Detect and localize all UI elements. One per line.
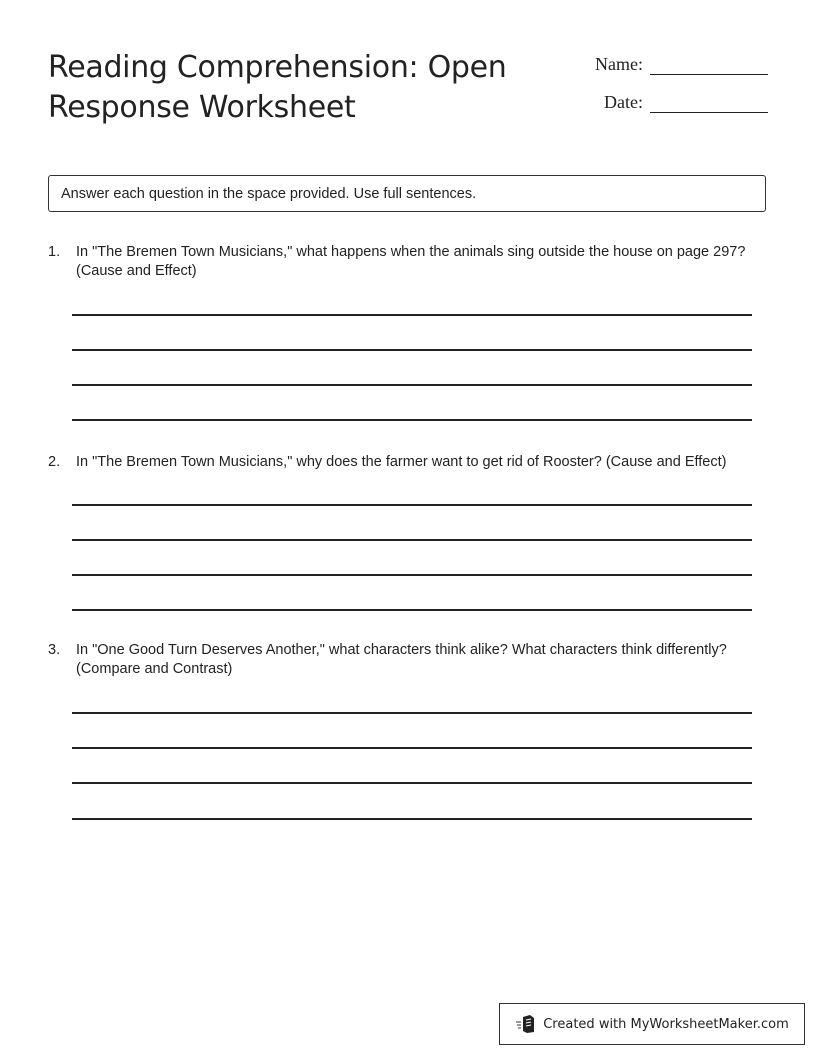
answer-line	[72, 747, 752, 749]
answer-line	[72, 314, 752, 316]
question-text: In "The Bremen Town Musicians," what happens when the animals sing outside the house on page 297? (Cause and Effect)	[76, 244, 746, 279]
question-text: In "The Bremen Town Musicians," why does the farmer want to get rid of Rooster? (Cause and Effect)	[76, 454, 727, 470]
worksheet-logo-icon	[515, 1014, 537, 1034]
answer-line	[72, 349, 752, 351]
date-label: Date:	[604, 92, 643, 112]
footer-text: Created with MyWorksheetMaker.com	[543, 1016, 789, 1032]
question-2	[48, 453, 764, 472]
question-text: In "One Good Turn Deserves Another," what characters think alike? What characters think differently? (Compare and Contrast)	[76, 642, 727, 677]
answer-line	[72, 818, 752, 820]
answer-line	[72, 384, 752, 386]
name-field	[595, 52, 768, 75]
question-1	[48, 243, 764, 281]
footer-credit	[499, 1003, 805, 1045]
answer-line	[72, 504, 752, 506]
question-number: 2.	[48, 454, 61, 470]
question-number: 1.	[48, 244, 61, 260]
date-blank-line	[650, 90, 768, 113]
answer-line	[72, 712, 752, 714]
answer-line	[72, 782, 752, 784]
answer-line	[72, 609, 752, 611]
question-number: 3.	[48, 642, 61, 658]
page-title: Reading Comprehension: Open Response Worksheet	[48, 50, 507, 125]
answer-line	[72, 419, 752, 421]
date-field	[604, 90, 768, 113]
answer-line	[72, 574, 752, 576]
name-label: Name:	[595, 54, 643, 74]
answer-line	[72, 539, 752, 541]
question-3	[48, 641, 764, 679]
name-blank-line	[650, 52, 768, 75]
instructions-box: Answer each question in the space provided. Use full sentences.	[48, 175, 766, 212]
